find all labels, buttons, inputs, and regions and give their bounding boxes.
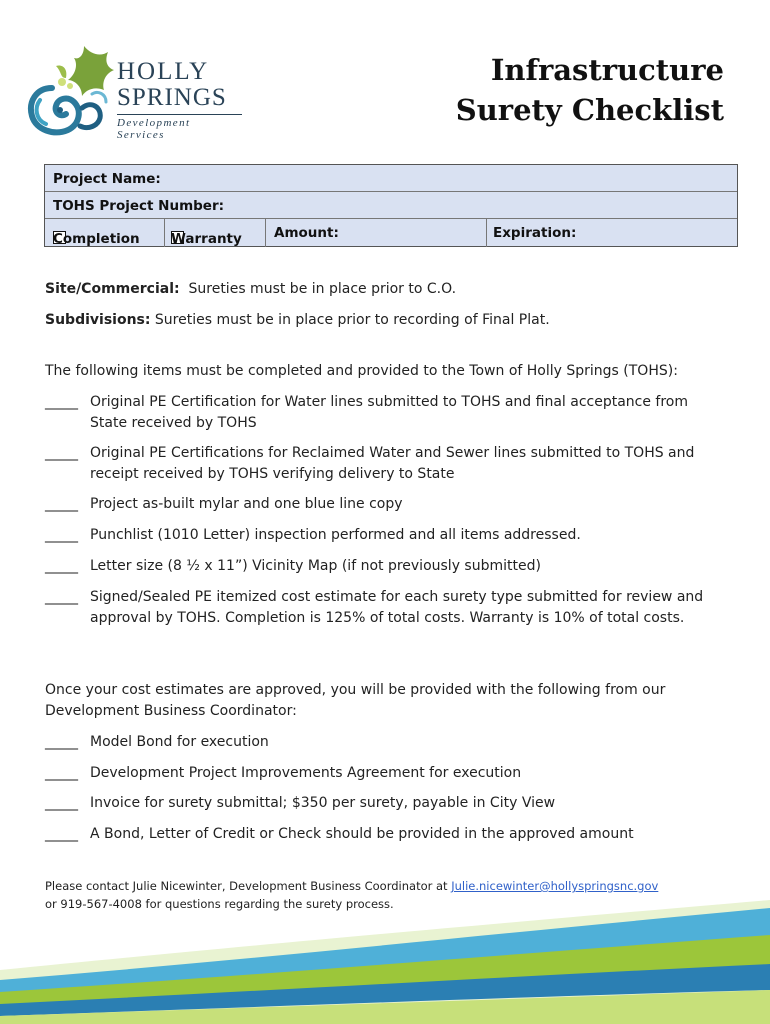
checklist-item-text: Invoice for surety submittal; $350 per surety, payable in City View xyxy=(90,795,556,811)
page-title xyxy=(456,50,724,130)
logo-springs-text: SPRINGS xyxy=(117,84,227,111)
checklist-blank[interactable]: _____ xyxy=(45,445,78,461)
title-line-1: Infrastructure xyxy=(490,53,724,87)
title-line-2: Surety Checklist xyxy=(455,93,724,127)
checklist-item-text: Original PE Certifications for Reclaimed Water and Sewer lines submitted to TOHS and receipt received by TOHS verifying delivery to State xyxy=(90,445,695,482)
checklist-item-text: Signed/Sealed PE itemized cost estimate for each surety type submitted for review and approval by TOHS. Completion is 125% of total costs. Warranty is 10% of total costs. xyxy=(90,589,704,626)
checklist-item-text: Development Project Improvements Agreement for execution xyxy=(90,765,522,781)
amount-cell[interactable] xyxy=(266,219,487,247)
warranty-label: Warranty xyxy=(171,231,242,247)
expiration-cell[interactable] xyxy=(487,219,737,247)
checklist-item-text: Original PE Certification for Water lines submitted to TOHS and final acceptance from State received by TOHS xyxy=(90,394,689,431)
checklist-blank[interactable]: _____ xyxy=(45,734,78,750)
checklist-blank[interactable]: _____ xyxy=(45,826,78,842)
section2-intro: Once your cost estimates are approved, you will be provided with the following from our Development Business Coordinator: xyxy=(45,682,666,719)
logo-holly-text: HOLLY xyxy=(117,58,210,85)
tohs-number-row[interactable] xyxy=(45,192,737,219)
completion-cell[interactable] xyxy=(45,219,165,247)
checklist-blank[interactable]: _____ xyxy=(45,795,78,811)
checklist-blank[interactable]: _____ xyxy=(45,589,78,605)
project-name-row[interactable] xyxy=(45,165,737,192)
contact-line2: or 919-567-4008 for questions regarding the surety process. xyxy=(45,897,394,911)
checklist-item-text: A Bond, Letter of Credit or Check should be provided in the approved amount xyxy=(90,826,634,842)
site-commercial-rule xyxy=(45,279,456,300)
completion-label: Completion xyxy=(53,231,140,247)
contact-line1: Please contact Julie Nicewinter, Development Business Coordinator at xyxy=(45,879,448,893)
logo-wordmark xyxy=(117,59,242,141)
project-name-label: Project Name: xyxy=(53,171,161,187)
checklist-blank[interactable]: _____ xyxy=(45,765,78,781)
checklist-blank[interactable]: _____ xyxy=(45,496,78,512)
expiration-label: Expiration: xyxy=(493,225,577,241)
logo-subtitle: Development Services xyxy=(117,114,242,141)
subdivisions-rule xyxy=(45,310,550,331)
site-commercial-text: Sureties must be in place prior to C.O. xyxy=(188,281,457,297)
footer-swoosh-graphic xyxy=(0,880,770,1024)
site-commercial-label: Site/Commercial: xyxy=(45,281,180,297)
section1-intro: The following items must be completed and provided to the Town of Holly Springs (TOHS): xyxy=(45,363,678,379)
checklist-blank[interactable]: _____ xyxy=(45,558,78,574)
subdivisions-text: Sureties must be in place prior to recording of Final Plat. xyxy=(154,312,550,328)
subdivisions-label: Subdivisions: xyxy=(45,312,151,328)
amount-label: Amount: xyxy=(274,225,339,241)
warranty-cell[interactable] xyxy=(165,219,266,247)
holly-leaf-swirl-icon xyxy=(22,38,122,138)
contact-email-link[interactable]: Julie.nicewinter@hollyspringsnc.gov xyxy=(451,879,659,893)
checklist-item-text: Model Bond for execution xyxy=(90,734,269,750)
surety-type-row xyxy=(45,219,737,247)
checklist-blank[interactable]: _____ xyxy=(45,394,78,410)
checklist-item-text: Letter size (8 ½ x 11”) Vicinity Map (if not previously submitted) xyxy=(90,558,541,574)
tohs-number-label: TOHS Project Number: xyxy=(53,198,225,214)
project-info-form xyxy=(44,164,738,247)
checklist-item-text: Punchlist (1010 Letter) inspection performed and all items addressed. xyxy=(90,527,581,543)
checklist-item-text: Project as-built mylar and one blue line copy xyxy=(90,496,403,512)
checklist-blank[interactable]: _____ xyxy=(45,527,78,543)
